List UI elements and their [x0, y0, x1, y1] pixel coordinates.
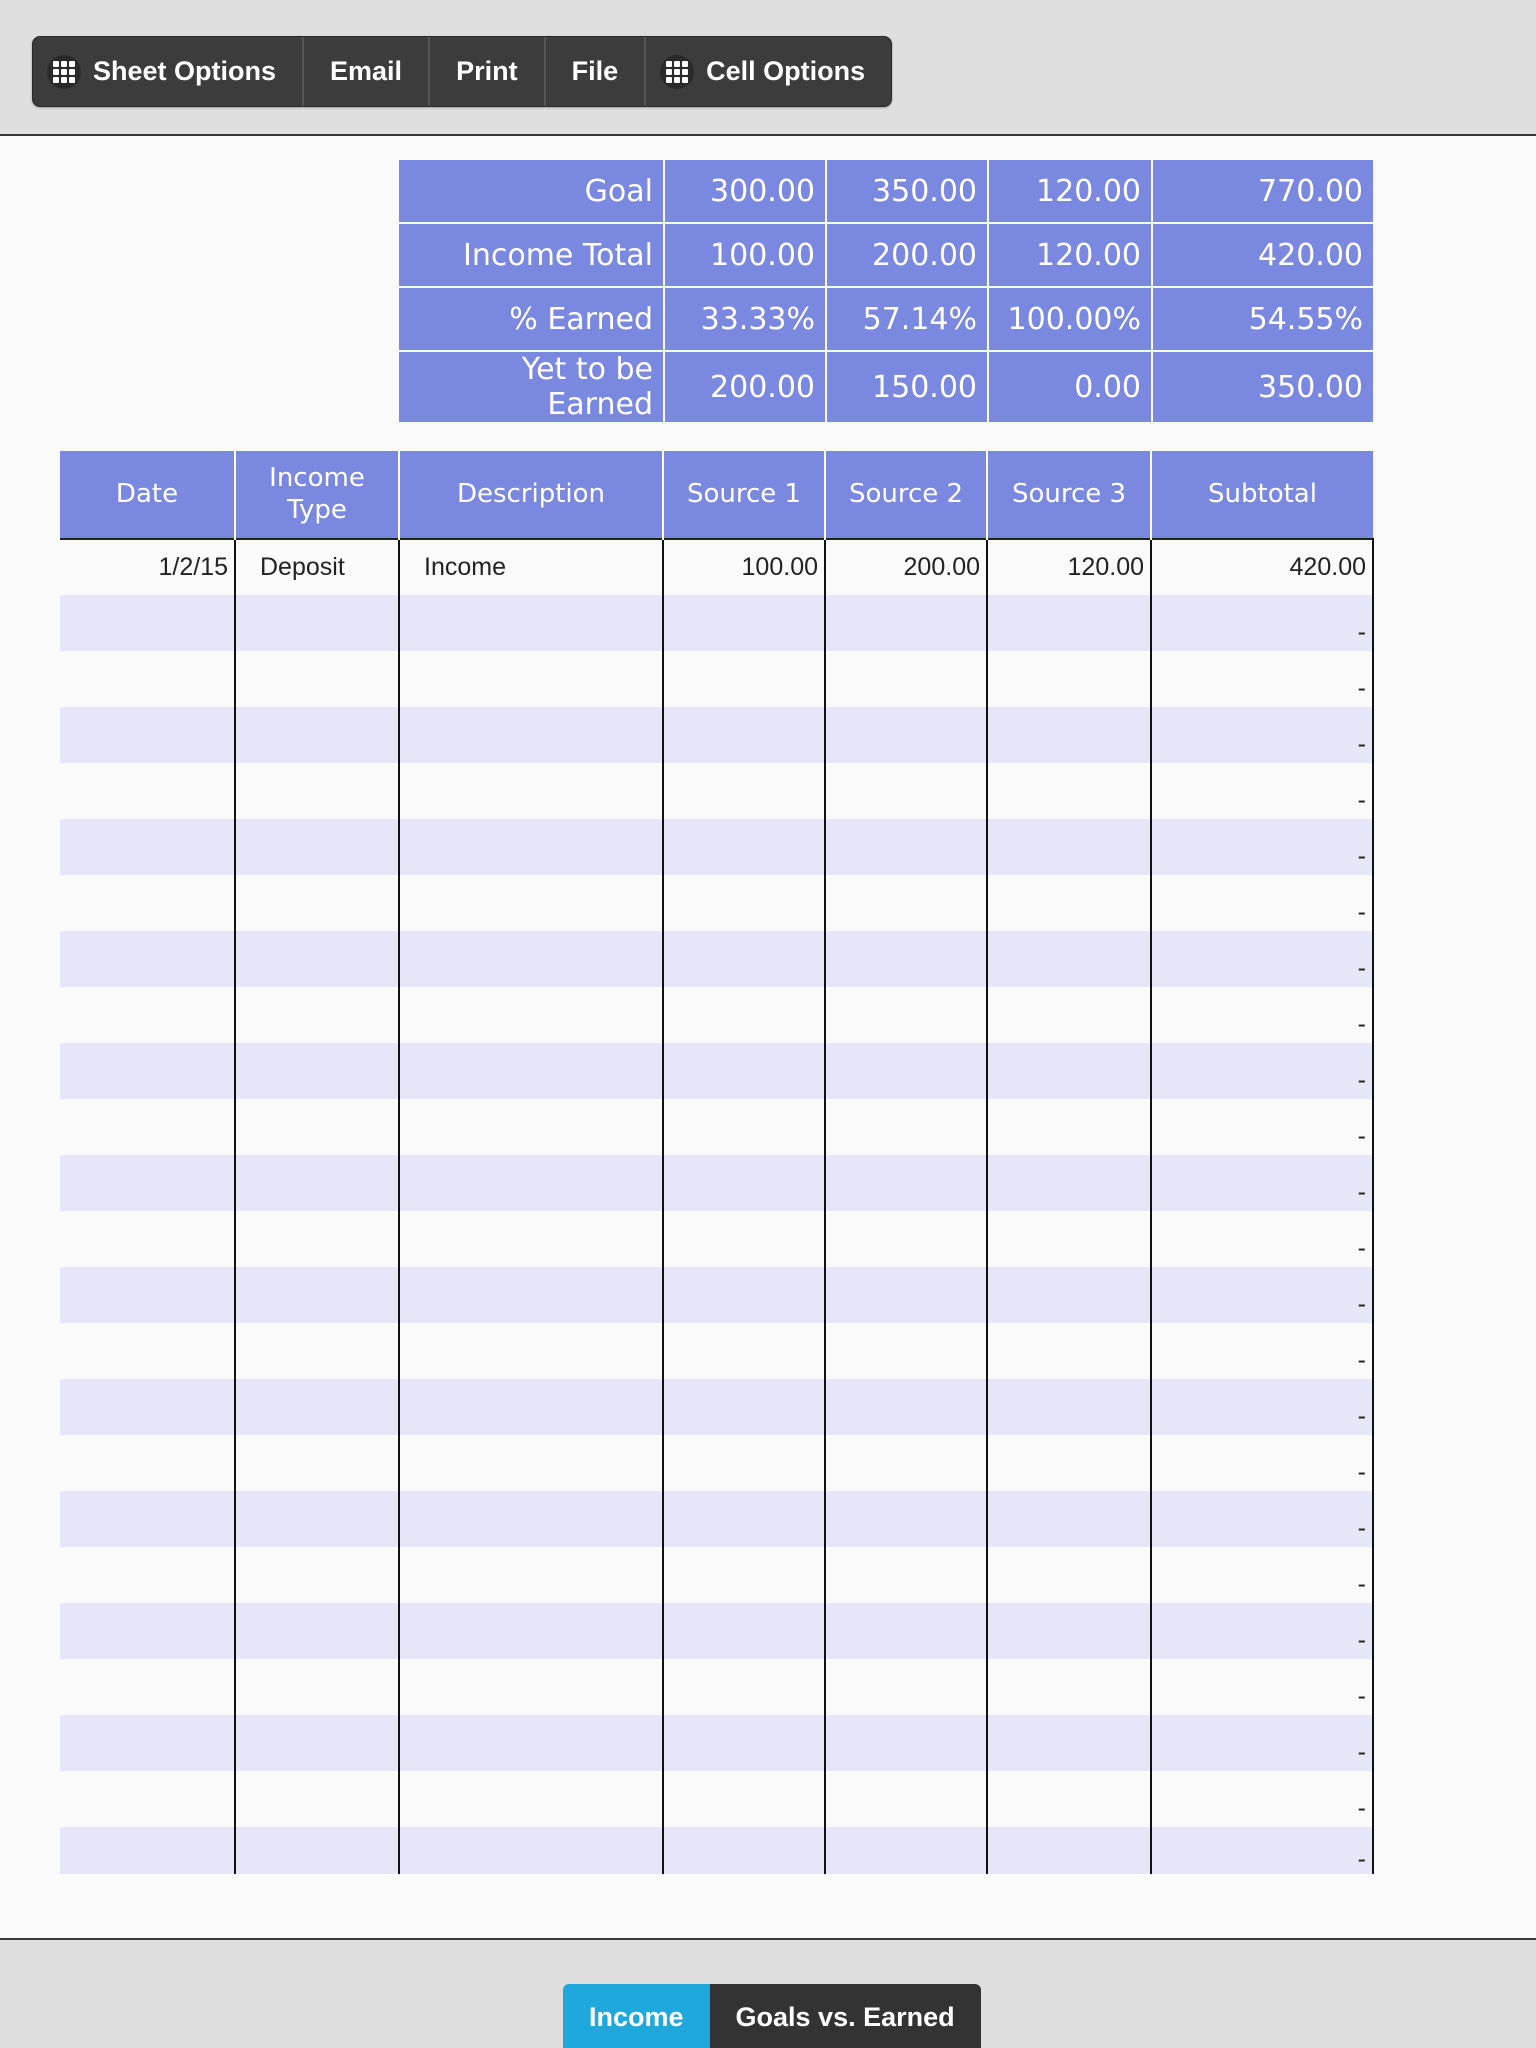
source-3-cell[interactable] [987, 1715, 1151, 1771]
description-cell[interactable] [399, 819, 663, 875]
date-cell[interactable] [60, 1491, 235, 1547]
source-1-cell[interactable] [663, 1211, 825, 1267]
source-3-cell[interactable] [987, 1267, 1151, 1323]
source-1-cell[interactable] [663, 1435, 825, 1491]
description-cell[interactable] [399, 1211, 663, 1267]
summary-cell[interactable]: 350.00 [826, 159, 988, 223]
date-cell[interactable] [60, 1435, 235, 1491]
source-1-cell[interactable] [663, 595, 825, 651]
subtotal-cell[interactable]: - [1151, 1323, 1373, 1379]
description-cell[interactable] [399, 763, 663, 819]
source-2-cell[interactable] [825, 1155, 987, 1211]
subtotal-cell[interactable]: 420.00 [1151, 539, 1373, 595]
date-cell[interactable] [60, 819, 235, 875]
file-button[interactable]: File [546, 37, 647, 106]
income-type-cell[interactable] [235, 595, 399, 651]
date-cell[interactable] [60, 1099, 235, 1155]
summary-cell[interactable]: 150.00 [826, 351, 988, 423]
subtotal-cell[interactable]: - [1151, 1435, 1373, 1491]
table-row [60, 1547, 1373, 1603]
summary-cell[interactable]: 200.00 [664, 351, 826, 423]
summary-table [397, 158, 1375, 424]
income-type-cell[interactable] [235, 875, 399, 931]
source-1-cell[interactable] [663, 763, 825, 819]
table-header-row [60, 451, 1373, 539]
source-2-cell[interactable] [825, 1771, 987, 1827]
source-3-cell[interactable] [987, 1547, 1151, 1603]
table-row [60, 1043, 1373, 1099]
source-2-cell[interactable] [825, 1323, 987, 1379]
source-1-cell[interactable]: 100.00 [663, 539, 825, 595]
summary-cell[interactable]: 57.14% [826, 287, 988, 351]
description-cell[interactable] [399, 1043, 663, 1099]
sheet-tabs [563, 1984, 981, 2048]
subtotal-cell[interactable]: - [1151, 1827, 1373, 1874]
source-2-cell[interactable] [825, 1659, 987, 1715]
table-row [60, 1603, 1373, 1659]
source-1-cell[interactable] [663, 1379, 825, 1435]
source-1-cell[interactable] [663, 1771, 825, 1827]
source-1-cell[interactable] [663, 931, 825, 987]
income-type-cell[interactable] [235, 1099, 399, 1155]
source-1-cell[interactable] [663, 819, 825, 875]
summary-cell[interactable]: 300.00 [664, 159, 826, 223]
summary-cell[interactable]: 770.00 [1152, 159, 1374, 223]
grid-icon [47, 55, 81, 89]
source-3-cell[interactable]: 120.00 [987, 539, 1151, 595]
cell-options-button[interactable] [646, 37, 891, 106]
subtotal-cell[interactable]: - [1151, 763, 1373, 819]
subtotal-cell[interactable]: - [1151, 1043, 1373, 1099]
source-3-cell[interactable] [987, 595, 1151, 651]
date-cell[interactable] [60, 1155, 235, 1211]
source-2-cell[interactable] [825, 595, 987, 651]
subtotal-cell[interactable]: - [1151, 707, 1373, 763]
header-income-type[interactable] [235, 451, 399, 539]
subtotal-cell[interactable]: - [1151, 1547, 1373, 1603]
subtotal-cell[interactable]: - [1151, 931, 1373, 987]
subtotal-cell[interactable]: - [1151, 1267, 1373, 1323]
summary-label[interactable]: % Earned [398, 287, 664, 351]
source-1-cell[interactable] [663, 1603, 825, 1659]
description-cell[interactable] [399, 595, 663, 651]
description-cell[interactable] [399, 1715, 663, 1771]
description-cell[interactable] [399, 1155, 663, 1211]
source-3-cell[interactable] [987, 1659, 1151, 1715]
summary-row-percent-earned [398, 287, 1374, 351]
summary-cell[interactable]: 420.00 [1152, 223, 1374, 287]
source-1-cell[interactable] [663, 1155, 825, 1211]
source-2-cell[interactable] [825, 1603, 987, 1659]
subtotal-cell[interactable]: - [1151, 1099, 1373, 1155]
description-cell[interactable] [399, 931, 663, 987]
date-cell[interactable]: 1/2/15 [60, 539, 235, 595]
summary-label[interactable]: Income Total [398, 223, 664, 287]
subtotal-cell[interactable]: - [1151, 1379, 1373, 1435]
table-row [60, 595, 1373, 651]
source-2-cell[interactable] [825, 1267, 987, 1323]
source-1-cell[interactable] [663, 1323, 825, 1379]
subtotal-cell[interactable]: - [1151, 595, 1373, 651]
subtotal-cell[interactable]: - [1151, 1771, 1373, 1827]
source-1-cell[interactable] [663, 1547, 825, 1603]
source-3-cell[interactable] [987, 1155, 1151, 1211]
source-1-cell[interactable] [663, 707, 825, 763]
header-income-type-line1: Income [269, 463, 365, 494]
source-3-cell[interactable] [987, 1603, 1151, 1659]
subtotal-cell[interactable]: - [1151, 1211, 1373, 1267]
source-2-cell[interactable] [825, 1435, 987, 1491]
income-type-cell[interactable] [235, 1603, 399, 1659]
source-3-cell[interactable] [987, 1379, 1151, 1435]
source-2-cell[interactable] [825, 987, 987, 1043]
source-2-cell[interactable] [825, 1827, 987, 1874]
header-date[interactable]: Date [60, 451, 235, 539]
summary-cell[interactable]: 120.00 [988, 223, 1152, 287]
source-2-cell[interactable] [825, 1715, 987, 1771]
date-cell[interactable] [60, 1771, 235, 1827]
table-row [60, 1827, 1373, 1874]
source-2-cell[interactable] [825, 651, 987, 707]
table-row [60, 931, 1373, 987]
description-cell[interactable] [399, 707, 663, 763]
summary-cell[interactable]: 100.00% [988, 287, 1152, 351]
description-cell[interactable] [399, 1547, 663, 1603]
income-type-cell[interactable] [235, 1267, 399, 1323]
income-type-cell[interactable] [235, 1827, 399, 1874]
income-type-cell[interactable] [235, 1715, 399, 1771]
table-row [60, 1155, 1373, 1211]
description-cell[interactable] [399, 1379, 663, 1435]
table-row [60, 987, 1373, 1043]
date-cell[interactable] [60, 875, 235, 931]
source-3-cell[interactable] [987, 1435, 1151, 1491]
date-cell[interactable] [60, 1043, 235, 1099]
date-cell[interactable] [60, 1547, 235, 1603]
summary-cell[interactable]: 200.00 [826, 223, 988, 287]
table-row [60, 1771, 1373, 1827]
income-type-cell[interactable] [235, 1435, 399, 1491]
source-2-cell[interactable] [825, 1043, 987, 1099]
source-2-cell[interactable]: 200.00 [825, 539, 987, 595]
description-cell[interactable]: Income [399, 539, 663, 595]
description-cell[interactable] [399, 1267, 663, 1323]
source-3-cell[interactable] [987, 1771, 1151, 1827]
income-type-cell[interactable] [235, 1659, 399, 1715]
table-row [60, 1323, 1373, 1379]
source-2-cell[interactable] [825, 763, 987, 819]
date-cell[interactable] [60, 595, 235, 651]
table-row [60, 1491, 1373, 1547]
income-type-cell[interactable] [235, 651, 399, 707]
spreadsheet-area [0, 138, 1536, 1938]
table-row [60, 1435, 1373, 1491]
source-3-cell[interactable] [987, 1099, 1151, 1155]
source-2-cell[interactable] [825, 819, 987, 875]
date-cell[interactable] [60, 1603, 235, 1659]
email-button[interactable]: Email [304, 37, 430, 106]
source-1-cell[interactable] [663, 1491, 825, 1547]
income-type-cell[interactable] [235, 1491, 399, 1547]
income-type-cell[interactable] [235, 1211, 399, 1267]
header-description[interactable]: Description [399, 451, 663, 539]
description-cell[interactable] [399, 1435, 663, 1491]
summary-cell[interactable]: 350.00 [1152, 351, 1374, 423]
income-type-cell[interactable] [235, 1323, 399, 1379]
table-row [60, 539, 1373, 595]
subtotal-cell[interactable]: - [1151, 1155, 1373, 1211]
description-cell[interactable] [399, 651, 663, 707]
source-3-cell[interactable] [987, 931, 1151, 987]
income-type-cell[interactable] [235, 1379, 399, 1435]
date-cell[interactable] [60, 1323, 235, 1379]
source-1-cell[interactable] [663, 1043, 825, 1099]
source-2-cell[interactable] [825, 1211, 987, 1267]
subtotal-cell[interactable]: - [1151, 987, 1373, 1043]
summary-cell[interactable]: 120.00 [988, 159, 1152, 223]
source-1-cell[interactable] [663, 875, 825, 931]
source-3-cell[interactable] [987, 1827, 1151, 1874]
table-row [60, 707, 1373, 763]
tab-income[interactable]: Income [563, 1984, 710, 2048]
summary-label[interactable]: Yet to be Earned [398, 351, 664, 423]
summary-cell[interactable]: 33.33% [664, 287, 826, 351]
description-cell[interactable] [399, 1659, 663, 1715]
source-3-cell[interactable] [987, 987, 1151, 1043]
summary-cell[interactable]: 54.55% [1152, 287, 1374, 351]
date-cell[interactable] [60, 1211, 235, 1267]
header-income-type-line2: Type [287, 494, 347, 525]
source-3-cell[interactable] [987, 1491, 1151, 1547]
date-cell[interactable] [60, 1267, 235, 1323]
source-3-cell[interactable] [987, 1323, 1151, 1379]
date-cell[interactable] [60, 651, 235, 707]
table-row [60, 1715, 1373, 1771]
cell-options-label: Cell Options [706, 56, 866, 86]
summary-row-yet-to-be-earned [398, 351, 1374, 423]
subtotal-cell[interactable]: - [1151, 1715, 1373, 1771]
table-row [60, 875, 1373, 931]
subtotal-cell[interactable]: - [1151, 819, 1373, 875]
income-type-cell[interactable] [235, 1547, 399, 1603]
table-row [60, 819, 1373, 875]
header-subtotal[interactable]: Subtotal [1151, 451, 1373, 539]
source-2-cell[interactable] [825, 931, 987, 987]
sheet-tabs-bar [0, 1938, 1536, 2048]
source-3-cell[interactable] [987, 1043, 1151, 1099]
subtotal-cell[interactable]: - [1151, 1659, 1373, 1715]
header-source-2[interactable]: Source 2 [825, 451, 987, 539]
sheet-options-label: Sheet Options [93, 56, 277, 86]
description-cell[interactable] [399, 875, 663, 931]
income-type-cell[interactable] [235, 819, 399, 875]
source-2-cell[interactable] [825, 1379, 987, 1435]
date-cell[interactable] [60, 931, 235, 987]
source-1-cell[interactable] [663, 1267, 825, 1323]
summary-label[interactable]: Goal [398, 159, 664, 223]
toolbar [32, 36, 892, 107]
income-type-cell[interactable] [235, 1771, 399, 1827]
date-cell[interactable] [60, 1659, 235, 1715]
table-row [60, 763, 1373, 819]
description-cell[interactable] [399, 1323, 663, 1379]
income-table [60, 451, 1374, 1874]
print-button[interactable]: Print [430, 37, 546, 106]
description-cell[interactable] [399, 1827, 663, 1874]
income-type-cell[interactable] [235, 707, 399, 763]
description-cell[interactable] [399, 987, 663, 1043]
date-cell[interactable] [60, 763, 235, 819]
income-type-cell[interactable] [235, 987, 399, 1043]
income-type-cell[interactable] [235, 1155, 399, 1211]
description-cell[interactable] [399, 1771, 663, 1827]
date-cell[interactable] [60, 707, 235, 763]
source-3-cell[interactable] [987, 875, 1151, 931]
source-1-cell[interactable] [663, 1099, 825, 1155]
income-type-cell[interactable] [235, 931, 399, 987]
source-3-cell[interactable] [987, 651, 1151, 707]
sheet-options-button[interactable] [33, 37, 304, 106]
description-cell[interactable] [399, 1603, 663, 1659]
table-row [60, 1379, 1373, 1435]
source-1-cell[interactable] [663, 651, 825, 707]
source-2-cell[interactable] [825, 707, 987, 763]
header-source-1[interactable]: Source 1 [663, 451, 825, 539]
grid-icon [660, 55, 694, 89]
table-row [60, 651, 1373, 707]
table-row [60, 1211, 1373, 1267]
date-cell[interactable] [60, 1827, 235, 1874]
subtotal-cell[interactable]: - [1151, 875, 1373, 931]
date-cell[interactable] [60, 1715, 235, 1771]
source-1-cell[interactable] [663, 1715, 825, 1771]
source-2-cell[interactable] [825, 875, 987, 931]
income-table-body [60, 539, 1373, 1874]
summary-cell[interactable]: 0.00 [988, 351, 1152, 423]
date-cell[interactable] [60, 1379, 235, 1435]
top-toolbar-area [0, 0, 1536, 136]
source-3-cell[interactable] [987, 707, 1151, 763]
source-2-cell[interactable] [825, 1491, 987, 1547]
source-1-cell[interactable] [663, 1827, 825, 1874]
source-2-cell[interactable] [825, 1099, 987, 1155]
income-type-cell[interactable] [235, 763, 399, 819]
date-cell[interactable] [60, 987, 235, 1043]
summary-row-income-total [398, 223, 1374, 287]
description-cell[interactable] [399, 1491, 663, 1547]
source-3-cell[interactable] [987, 1211, 1151, 1267]
header-source-3[interactable]: Source 3 [987, 451, 1151, 539]
source-3-cell[interactable] [987, 819, 1151, 875]
summary-row-goal [398, 159, 1374, 223]
summary-cell[interactable]: 100.00 [664, 223, 826, 287]
subtotal-cell[interactable]: - [1151, 1491, 1373, 1547]
tab-goals-vs-earned[interactable]: Goals vs. Earned [710, 1984, 981, 2048]
table-row [60, 1267, 1373, 1323]
income-type-cell[interactable] [235, 1043, 399, 1099]
source-2-cell[interactable] [825, 1547, 987, 1603]
table-row [60, 1099, 1373, 1155]
subtotal-cell[interactable]: - [1151, 1603, 1373, 1659]
source-1-cell[interactable] [663, 987, 825, 1043]
income-type-cell[interactable]: Deposit [235, 539, 399, 595]
subtotal-cell[interactable]: - [1151, 651, 1373, 707]
description-cell[interactable] [399, 1099, 663, 1155]
source-1-cell[interactable] [663, 1659, 825, 1715]
table-row [60, 1659, 1373, 1715]
source-3-cell[interactable] [987, 763, 1151, 819]
